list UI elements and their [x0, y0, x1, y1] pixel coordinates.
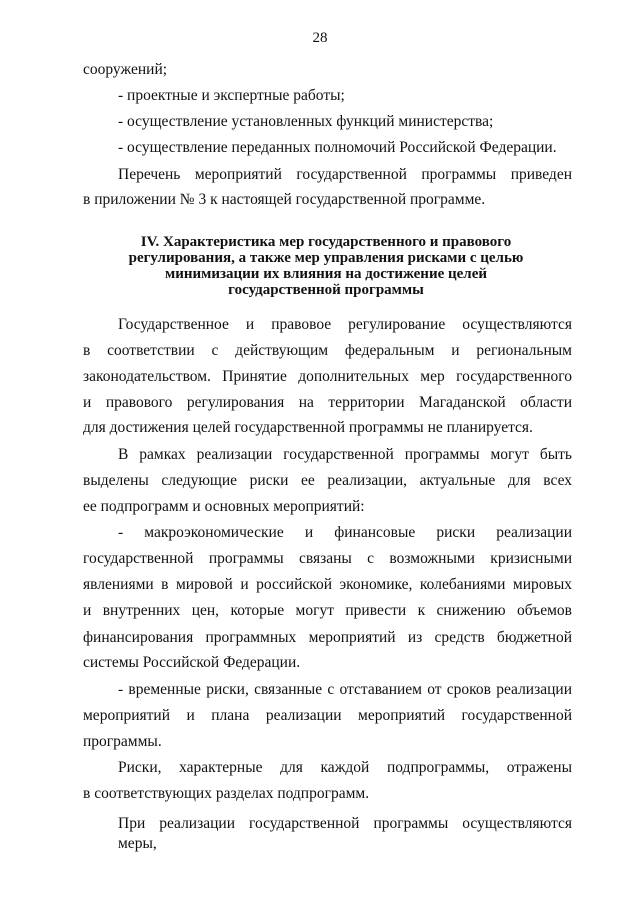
- paragraph-line: Государственное и правовое регулирование осуществляются: [118, 316, 572, 333]
- paragraph-line: При реализации государственной программы осуществляются меры,: [118, 815, 572, 852]
- paragraph-line: выделены следующие риски ее реализации, актуальные для всех: [83, 472, 572, 489]
- list-item: - проектные и экспертные работы;: [118, 87, 345, 104]
- paragraph-line: Риски, характерные для каждой подпрограммы, отражены: [118, 759, 572, 776]
- paragraph-line: явлениями в мировой и российской экономике, колебаниями мировых: [83, 576, 572, 593]
- paragraph-line: законодательством. Принятие дополнительных мер государственного: [83, 368, 572, 385]
- list-item: - осуществление переданных полномочий Российской Федерации.: [118, 139, 557, 156]
- paragraph-line: в соответствии с действующим федеральным и региональным: [83, 342, 572, 359]
- paragraph-line: в приложении № 3 к настоящей государственной программе.: [83, 191, 486, 208]
- paragraph-line: программы.: [83, 733, 162, 750]
- text-line: сооружений;: [83, 61, 168, 78]
- page-number: 28: [312, 30, 328, 46]
- list-item: - осуществление установленных функций министерства;: [118, 113, 494, 130]
- section-heading-line: регулирования, а также мер управления рисками с целью: [128, 250, 524, 266]
- paragraph-line: финансирования программных мероприятий из средств бюджетной: [83, 629, 572, 646]
- section-heading-line: IV. Характеристика мер государственного и правового: [140, 234, 512, 250]
- paragraph-line: Перечень мероприятий государственной программы приведен: [118, 166, 572, 183]
- section-heading-line: минимизации их влияния на достижение целей: [164, 266, 488, 282]
- paragraph-line: государственной программы связаны с возможными кризисными: [83, 550, 572, 567]
- list-item: - временные риски, связанные с отставанием от сроков реализации: [118, 681, 572, 698]
- paragraph-line: системы Российской Федерации.: [83, 654, 301, 671]
- paragraph-line: В рамках реализации государственной программы могут быть: [118, 446, 572, 463]
- paragraph-line: и внутренних цен, которые могут привести к снижению объемов: [83, 602, 572, 619]
- paragraph-line: и правового регулирования на территории Магаданской области: [83, 394, 572, 411]
- list-item: - макроэкономические и финансовые риски реализации: [118, 524, 572, 541]
- paragraph-line: мероприятий и плана реализации мероприятий государственной: [83, 707, 572, 724]
- paragraph-line: ее подпрограмм и основных мероприятий:: [83, 498, 365, 515]
- paragraph-line: для достижения целей государственной программы не планируется.: [83, 419, 533, 436]
- section-heading-line: государственной программы: [228, 282, 424, 298]
- paragraph-line: в соответствующих разделах подпрограмм.: [83, 785, 370, 802]
